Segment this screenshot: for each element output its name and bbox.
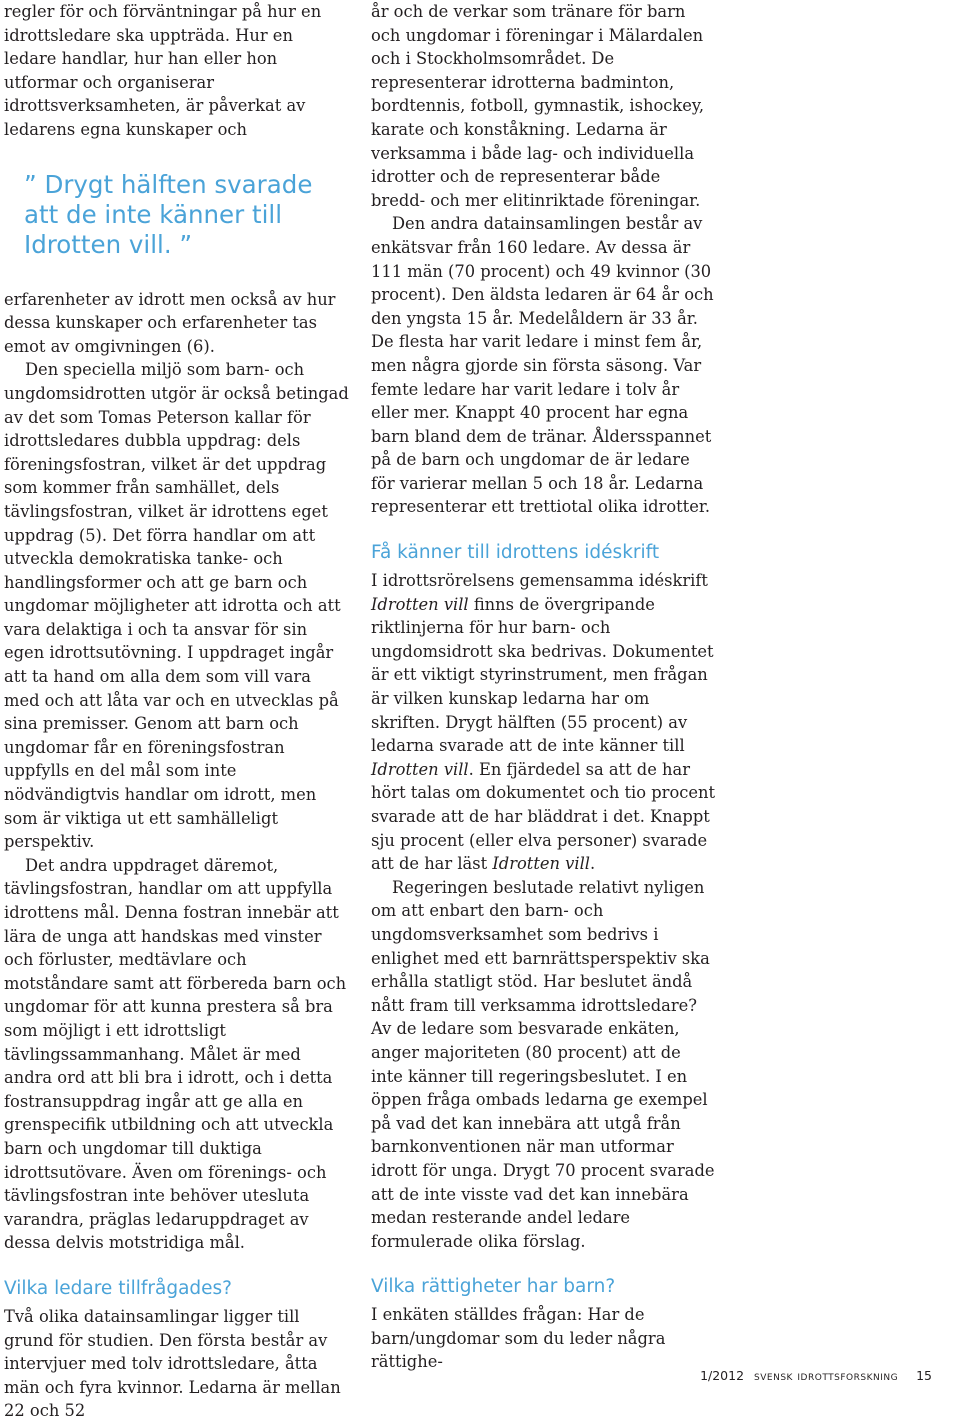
- paragraph: Den andra datainsamlingen består av enkätsvar från 160 ledare. Av dessa är 111 män (70 procent) och 49 kvinnor (30 procent). Den äldsta ledaren är 64 år och den yngsta 15 år. Medelåldern är 33 år. De flesta har varit ledare i minst fem år, men några gjorde sin första säsong. Var femte ledare har varit ledare i tolv år eller mer. Knappt 40 procent har egna barn bland dem de tränar. Åldersspannet på de barn och ungdomar de är ledare för varierar mellan 5 och 18 år. Ledarna representerar ett trettiotal olika idrotter.: [371, 214, 714, 517]
- page-number: 15: [916, 1368, 932, 1383]
- paragraph: Regeringen beslutade relativt nyligen om att enbart den barn- och ungdomsverksamhet som bedrivs i enlighet med ett barnrättsperspektiv ska erhålla statligt stöd. Har beslutet ändå nått fram till verksamma idrottsledare? Av de ledare som besvarade enkäten, anger majoriteten (80 procent) att de inte känner till regeringsbeslutet. I en öppen fråga ombads ledarna ge exempel på vad det kan innebära att utgå från barnkonventionen när man utformar idrott för unga. Drygt 70 procent svarade att de inte visste vad det kan innebära medan resterande andel ledare formulerade olika förslag.: [371, 877, 715, 1251]
- right-column: [371, 0, 717, 1374]
- paragraph: [371, 569, 717, 876]
- pull-quote: ” Drygt hälften svarade att de inte känner till Idrotten vill. ”: [24, 169, 313, 259]
- paragraph: Den speciella miljö som barn- och ungdomsidrotten utgör är också betingad av det som Tomas Peterson kallar för idrottsledares dubbla uppdrag: dels föreningsfostran, vilket är det uppdrag som kommer från samhället, dels tävlingsfostran, vilket är idrottens eget uppdrag (5). Det förra handlar om att utveckla demokratiska tanke- och handlingsformer och att ge barn och ungdomar möjligheter att idrotta och att vara delaktiga i och ta ansvar för sin egen idrottsutövning. I uppdraget ingår att ta hand om alla dem som vill vara med och att låta var och en utvecklas på sina premisser. Genom att barn och ungdomar får en föreningsfostran uppfylls en del mål som inte nödvändigtvis handlar om idrott, men som är viktiga ut ett samhälleligt perspektiv.: [4, 360, 349, 852]
- section-heading: Vilka ledare tillfrågades?: [4, 1277, 232, 1299]
- paragraph: Det andra uppdraget däremot, tävlingsfostran, handlar om att uppfylla idrottens mål. Denna fostran innebär att lära de unga att handskas med vinster och förluster, medtävlare och motståndare samt att förbereda barn och ungdomar för att kunna prestera så bra som möjligt i ett idrottsligt tävlingssammanhang. Målet är med andra ord att bli bra i idrott, och i detta fostransuppdrag ingår att ge alla en grenspecifik utbildning och att utveckla barn och ungdomar till duktiga idrottsutövare. Även om förenings- och tävlingsfostran inte behöver utesluta varandra, präglas ledaruppdraget av dessa delvis motstridiga mål.: [4, 855, 347, 1253]
- italic-title: Idrotten vill: [371, 759, 469, 779]
- section-heading: Få känner till idrottens idéskrift: [371, 542, 660, 564]
- paragraph: I enkäten ställdes frågan: Har de barn/ungdomar som du leder några rättighe-: [371, 1305, 666, 1372]
- text-run: I idrottsrörelsens gemensamma idéskrift: [371, 571, 708, 591]
- journal-name: svensk idrottsforskning: [754, 1368, 899, 1383]
- text-run: .: [589, 854, 596, 874]
- paragraph: år och de verkar som tränare för barn och ungdomar i föreningar i Mälardalen och i Stockholmsområdet. De representerar idrotterna badminton, bordtennis, fotboll, gymnastik, ishockey, karate och konståkning. Ledarna är verksamma i både lag- och individuella idrotter och de representerar både bredd- och mer elitinriktade föreningar.: [371, 2, 705, 210]
- italic-title: Idrotten vill: [492, 854, 590, 874]
- section-heading: Vilka rättigheter har barn?: [371, 1276, 616, 1298]
- italic-title: Idrotten vill: [371, 594, 469, 614]
- text-run: finns de övergripande riktlinjerna för hur barn- och ungdomsidrott ska bedrivas. Dokumentet är ett viktigt styrinstrument, men frågan är vilken kunskap ledarna har om skriften. Drygt hälften (55 procent) av ledarna svarade att de inte känner till: [371, 594, 714, 756]
- text-run: . En fjärdedel sa att de har hört talas om dokumentet och tio procent svarade att de har bläddrat i det. Knappt sju procent (eller elva personer) svarade att de har läst: [371, 759, 716, 874]
- paragraph: erfarenheter av idrott men också av hur dessa kunskaper och erfarenheter tas emot av omgivningen (6).: [4, 289, 336, 356]
- left-column: [4, 0, 350, 1423]
- paragraph: regler för och förväntningar på hur en idrottsledare ska uppträda. Hur en ledare handlar, hur han eller hon utformar och organiserar idrottsverksamheten, är påverkat av ledarens egna kunskaper och: [4, 2, 322, 139]
- issue-number: 1/2012: [700, 1368, 745, 1383]
- page-footer: [700, 1368, 932, 1383]
- paragraph: Två olika datainsamlingar ligger till grund för studien. Den första består av intervjuer med tolv idrottsledare, åtta män och fyra kvinnor. Ledarna är mellan 22 och 52: [4, 1306, 341, 1421]
